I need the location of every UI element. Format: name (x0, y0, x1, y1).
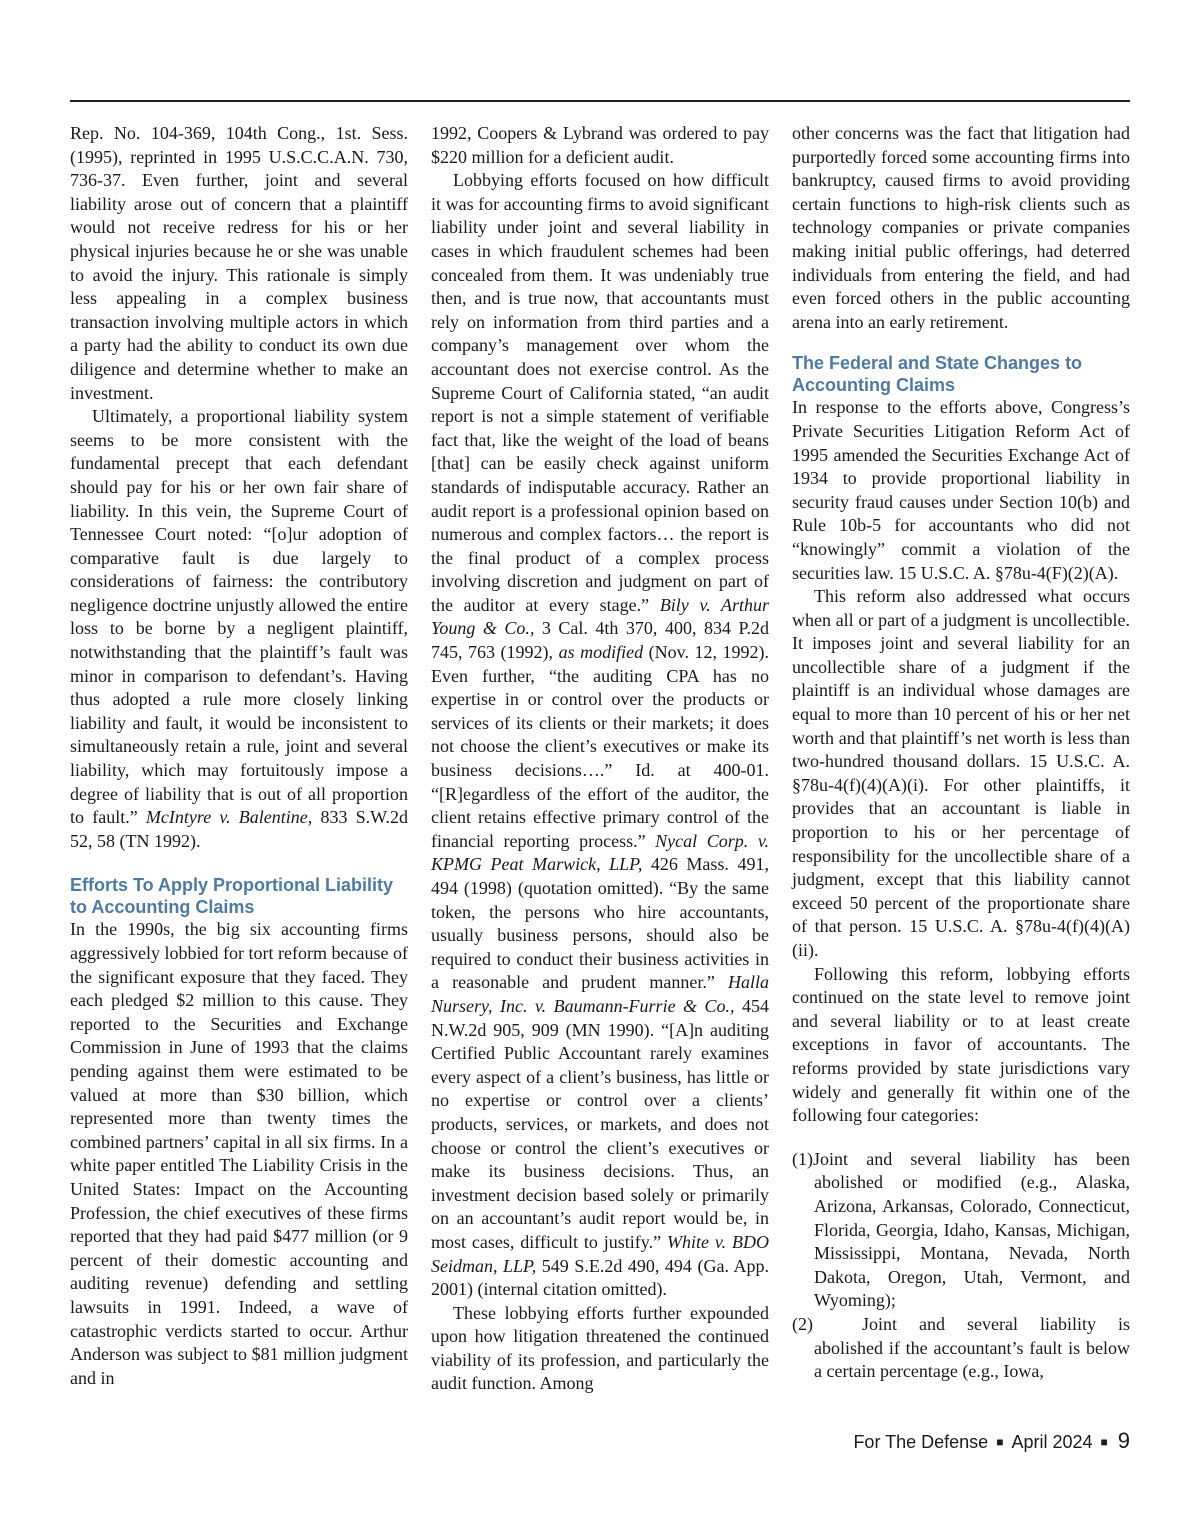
case-citation: McIntyre v. Balentine, (145, 807, 313, 828)
text-run: Lobbying efforts focused on how difficult it was for accounting firms to avoid significant liability under joint and several liability in cases in which fraudulent schemes had been concealed from them. It was undeniably true then, and is true now, that accountants must rely on information from third parties and a company’s management over whom the accountant does not exercise control. As the Supreme Court of California stated, “an audit report is not a simple statement of verifiable fact that, like the weight of the load of beans [that] can be easily check against uniform standards of indisputable accuracy. Rather an audit report is a professional opinion based on numerous and complex factors… the report is the final product of a complex process involving discretion and judgment on part of the auditor at every stage.” (431, 170, 769, 615)
paragraph: 1992, Coopers & Lybrand was ordered to pay $220 million for a deficient audit. (431, 123, 769, 167)
paragraph (70, 405, 408, 853)
section-heading: The Federal and State Changes to Accounting Claims (792, 353, 1083, 396)
case-citation: Nycal Corp. v. KPMG Peat Marwick, LLP, (431, 830, 769, 875)
paragraph: These lobbying efforts further expounded upon how litigation threatened the continued viability of its profession, and particularly the audit function. Among (431, 1302, 769, 1394)
text-run: Ultimately, a proportional liability system seems to be more consistent with the fundamental precept that each defendant should pay for his or her own fair share of liability. In this vein, the Supreme Court of Tennessee Court noted: “[o]ur adoption of comparative fault is due largely to considerations of fairness: the contributory negligence doctrine unjustly allowed the entire loss to be borne by a negligent plaintiff, notwithstanding that the plaintiff’s fault was minor in comparison to defendant’s. Having thus adopted a rule more closely linking liability and fault, it would be inconsistent to simultaneously retain a rule, joint and several liability, which may fortuitously impose a degree of liability that is out of all proportion to fault.” (70, 406, 408, 828)
bullet-separator: ■ (996, 1435, 1004, 1449)
publication-name: For The Defense (853, 1432, 989, 1452)
case-citation: Bily v. Arthur Young & Co., (431, 594, 769, 639)
top-rule (70, 100, 1130, 102)
paragraph: Rep. No. 104-369, 104th Cong., 1st. Sess. (1995), reprinted in 1995 U.S.C.C.A.N. 730, 736-37. Even further, joint and several liability arose out of concern that a plaintiff would not receive redress for his or her physical injuries because he or she was unable to avoid the injury. This rationale is simply less appealing in a complex business transaction involving multiple actors in which a party had the ability to conduct its own due diligence and determine whether to make an investment. (70, 123, 408, 403)
text-run: 454 N.W.2d 905, 909 (MN 1990). “[A]n auditing Certified Public Accountant rarely examines every aspect of a client’s business, has little or no expertise or control over a clients’ products, services, or markets, and does not choose or control the client’s executives or make its business decisions. Thus, an investment decision based solely or primarily on an accountant’s audit report would be, in most cases, difficult to justify.” (431, 995, 769, 1252)
column-2 (431, 122, 769, 1396)
issue-date: April 2024 (1011, 1432, 1093, 1452)
column-1 (70, 122, 408, 1390)
page-number: 9 (1117, 1428, 1130, 1453)
paragraph: other concerns was the fact that litigation had purportedly forced some accounting firms into bankruptcy, caused firms to avoid providing certain functions to high-risk clients such as technology companies or private companies making initial public offerings, had deterred individuals from entering the field, and had even forced others in the public accounting arena into an early retirement. (792, 123, 1130, 332)
list-text: Joint and several liability has been abolished or modified (e.g., Alaska, Arizona, Arkansas, Colorado, Connecticut, Florida, Georgia, Idaho, Kansas, Michigan, Mississippi, Montana, Nevada, North Dakota, Oregon, Utah, Vermont, and Wyoming); (813, 1148, 1130, 1311)
column-3 (792, 122, 1130, 1384)
list-number: (1) (792, 1148, 813, 1169)
paragraph: In response to the efforts above, Congress’s Private Securities Litigation Reform Act of 1995 amended the Securities Exchange Act of 1934 to provide proportional liability in security fraud causes under Section 10(b) and Rule 10b-5 for accountants who did not “knowingly” commit a violation of the securities law. 15 U.S.C. A. §78u-4(F)(2)(A). (792, 397, 1130, 583)
text-run: 426 Mass. 491, 494 (1998) (quotation omitted). “By the same token, the persons who hire accountants, usually business persons, should also be required to conduct their business activities in a reasonable and prudent manner.” (431, 854, 769, 993)
case-citation: White v. BDO Seidman, LLP, (431, 1231, 769, 1276)
italic-text: as modified (558, 642, 644, 663)
bullet-separator: ■ (1100, 1435, 1108, 1449)
category-list (792, 1148, 1130, 1384)
section-heading: Efforts To Apply Proportional Liability to Accounting Claims (70, 875, 393, 918)
list-number: (2) (792, 1313, 813, 1334)
list-item (792, 1313, 1130, 1384)
paragraph (431, 169, 769, 1302)
case-citation: Halla Nursery, Inc. v. Baumann-Furrie & Co., (431, 972, 769, 1016)
text-run: 549 S.E.2d 490, 494 (Ga. App. 2001) (internal citation omitted). (431, 1255, 769, 1300)
text-run: 3 Cal. 4th 370, 400, 834 P.2d 745, 763 (1992), (431, 618, 769, 663)
list-text: Joint and several liability is abolished if the accountant’s fault is below a certain percentage (e.g., Iowa, (814, 1313, 1130, 1382)
paragraph: Following this reform, lobbying efforts continued on the state level to remove joint and several liability or to at least create exceptions in favor of accountants. The reforms provided by state jurisdictions vary widely and generally fit within one of the following four categories: (792, 963, 1130, 1126)
text-run: (Nov. 12, 1992). Even further, “the auditing CPA has no expertise in or control over the products or services of its clients or their markets; it does not choose the client’s executives or make its business decisions….” Id. at 400-01. “[R]egardless of the effort of the auditor, the client retains effective primary control of the financial reporting process.” (431, 642, 769, 851)
text-run: 833 S.W.2d 52, 58 (TN 1992). (70, 807, 408, 851)
list-item (792, 1148, 1130, 1313)
page-footer (853, 1428, 1130, 1454)
paragraph: This reform also addressed what occurs when all or part of a judgment is uncollectible. It imposes joint and several liability for an uncollectible share of a judgment if the plaintiff is an individual whose damages are equal to more than 10 percent of his or her net worth and that plaintiff’s net worth is less than two-hundred thousand dollars. 15 U.S.C. A. §78u-4(f)(4)(A)(i). For other plaintiffs, it provides that an accountant is liable in proportion to his or her percentage of responsibility for the uncollectible share of a judgment, except that this liability cannot exceed 50 percent of the proportionate share of that person. 15 U.S.C. A. §78u-4(f)(4)(A)(ii). (792, 586, 1130, 960)
paragraph: In the 1990s, the big six accounting firms aggressively lobbied for tort reform because of the significant exposure that they faced. They each pledged $2 million to this cause. They reported to the Securities and Exchange Commission in June of 1993 that the claims pending against them were estimated to be valued at more than $30 billion, which represented more than twenty times the combined partners’ capital in all six firms. In a white paper entitled The Liability Crisis in the United States: Impact on the Accounting Profession, the chief executives of these firms reported that they had paid $477 million (or 9 percent of their domestic accounting and auditing revenue) defending and settling lawsuits in 1991. Indeed, a wave of catastrophic verdicts started to occur. Arthur Anderson was subject to $81 million judgment and in (70, 919, 408, 1388)
